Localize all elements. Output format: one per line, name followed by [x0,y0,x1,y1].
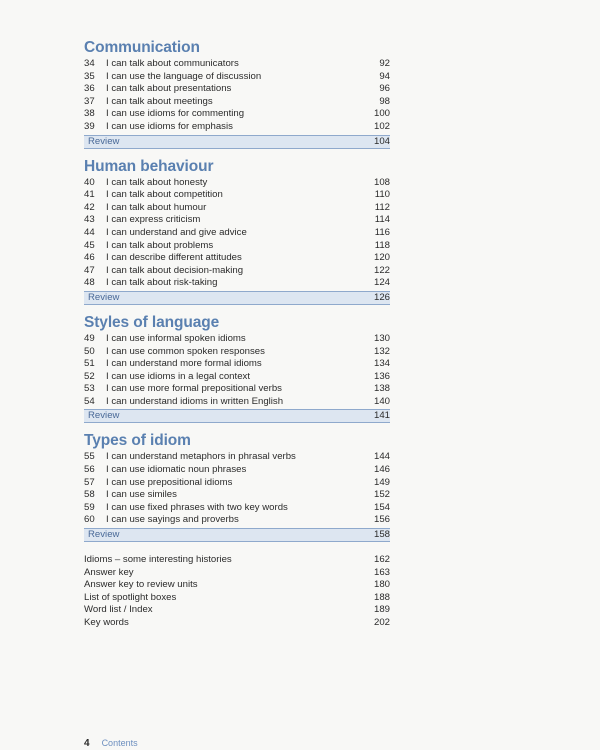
footer-label: Contents [101,738,138,748]
unit-page: 124 [373,277,390,289]
unit-number: 59 [84,501,95,513]
unit-row [84,58,390,71]
unit-row [84,371,390,384]
unit-title: I can talk about presentations [106,83,232,95]
unit-page: 146 [373,464,390,476]
unit-title: I can use common spoken responses [106,345,265,357]
unit-page: 138 [373,383,390,395]
unit-page: 120 [373,252,390,264]
appendix-title: Word list / Index [84,604,153,616]
section-title: Human behaviour [84,157,214,175]
review-page: 141 [373,410,390,422]
unit-row [84,202,390,215]
appendix-page: 163 [373,566,390,578]
unit-title: I can talk about decision-making [106,264,244,276]
appendix-page: 202 [373,617,390,628]
unit-number: 42 [84,201,95,213]
review-label: Review [88,529,120,541]
unit-page: 94 [379,70,390,82]
appendix-page: 162 [373,554,390,566]
unit-title: I can use sayings and proverbs [106,514,239,526]
unit-number: 51 [84,358,95,370]
unit-page: 108 [373,176,390,188]
unit-row [84,108,390,121]
review-page: 126 [373,291,390,303]
review-label: Review [88,291,120,303]
unit-row [84,396,390,409]
appendix-row [84,617,390,630]
unit-number: 52 [84,370,95,382]
appendix-list [84,554,390,630]
unit-title: I can use the language of discussion [106,70,262,82]
review-label: Review [88,135,120,147]
unit-row [84,71,390,84]
review-page: 104 [373,135,390,147]
unit-row [84,252,390,265]
appendix-title: Answer key [84,566,134,578]
section-title: Styles of language [84,313,220,331]
unit-number: 45 [84,239,95,251]
section [84,38,390,149]
review-bar [84,528,390,542]
unit-row [84,189,390,202]
unit-number: 43 [84,214,95,226]
section [84,313,390,424]
unit-title: I can talk about humour [106,201,207,213]
unit-page: 92 [379,58,390,69]
unit-page: 136 [373,370,390,382]
unit-title: I can talk about meetings [106,95,213,107]
unit-title: I can talk about risk-taking [106,277,218,289]
unit-page: 152 [373,489,390,501]
unit-number: 41 [84,189,95,201]
unit-number: 53 [84,383,95,395]
unit-title: I can talk about competition [106,189,223,201]
unit-row [84,83,390,96]
unit-number: 55 [84,451,95,463]
review-page: 158 [373,529,390,541]
appendix-page: 180 [373,579,390,591]
unit-row [84,383,390,396]
page-number: 4 [84,738,90,749]
appendix-row [84,579,390,592]
unit-page: 118 [374,239,390,251]
unit-row [84,227,390,240]
unit-row [84,358,390,371]
unit-page: 144 [373,451,390,463]
unit-title: I can talk about honesty [106,176,208,188]
sections-container [84,38,390,542]
review-bar [84,291,390,305]
unit-page: 149 [373,476,390,488]
unit-page: 154 [373,501,390,513]
unit-title: I can talk about problems [106,239,214,251]
unit-row [84,346,390,359]
unit-title: I can use idiomatic noun phrases [106,464,247,476]
unit-row [84,464,390,477]
unit-row [84,477,390,490]
unit-number: 34 [84,58,95,69]
unit-title: I can use idioms in a legal context [106,370,250,382]
unit-number: 48 [84,277,95,289]
unit-number: 58 [84,489,95,501]
unit-row [84,96,390,109]
unit-title: I can use idioms for commenting [106,108,245,120]
unit-row [84,451,390,464]
unit-page: 114 [374,214,390,226]
unit-title: I can use idioms for emphasis [106,120,233,132]
unit-number: 50 [84,345,95,357]
appendix-row [84,554,390,567]
section-title: Types of idiom [84,432,191,450]
unit-number: 47 [84,264,95,276]
unit-title: I can express criticism [106,214,201,226]
unit-row [84,333,390,346]
appendix-page: 189 [373,604,390,616]
unit-number: 57 [84,476,95,488]
unit-title: I can use informal spoken idioms [106,332,246,344]
unit-row [84,214,390,227]
unit-number: 35 [84,70,95,82]
unit-page: 98 [379,95,390,107]
unit-row [84,277,390,290]
unit-row [84,502,390,515]
contents-list [84,38,390,630]
unit-number: 54 [84,395,95,407]
unit-page: 100 [373,108,390,120]
unit-title: I can describe different attitudes [106,252,242,264]
unit-number: 39 [84,120,95,132]
unit-title: I can understand metaphors in phrasal verbs [106,451,296,463]
unit-number: 38 [84,108,95,120]
unit-number: 37 [84,95,95,107]
appendix-title: Idioms – some interesting histories [84,554,232,566]
unit-page: 116 [374,226,390,238]
appendix-page: 188 [373,591,390,603]
review-bar [84,135,390,149]
unit-number: 49 [84,332,95,344]
unit-number: 40 [84,176,95,188]
unit-title: I can use fixed phrases with two key words [106,501,288,513]
unit-page: 140 [373,395,390,407]
section-title: Communication [84,39,200,56]
unit-title: I can understand idioms in written English [106,395,284,407]
appendix-title: Key words [84,617,129,628]
unit-row [84,489,390,502]
unit-row [84,121,390,134]
unit-page: 156 [373,514,390,526]
appendix-title: List of spotlight boxes [84,591,177,603]
unit-number: 44 [84,226,95,238]
unit-number: 60 [84,514,95,526]
unit-title: I can understand and give advice [106,226,247,238]
appendix-row [84,592,390,605]
unit-title: I can use more formal prepositional verbs [106,383,282,395]
appendix-row [84,567,390,580]
unit-page: 96 [379,83,390,95]
unit-title: I can use similes [106,489,177,501]
unit-page: 130 [373,332,390,344]
unit-page: 122 [373,264,390,276]
section [84,157,390,305]
unit-row [84,514,390,527]
unit-page: 134 [373,358,390,370]
unit-page: 112 [374,201,390,213]
unit-page: 132 [373,345,390,357]
unit-page: 102 [373,120,390,132]
unit-row [84,265,390,278]
unit-title: I can talk about communicators [106,58,239,69]
appendix-title: Answer key to review units [84,579,198,591]
review-label: Review [88,410,120,422]
unit-page: 110 [374,189,390,201]
review-bar [84,409,390,423]
unit-number: 46 [84,252,95,264]
page-footer [84,738,138,749]
unit-title: I can use prepositional idioms [106,476,233,488]
unit-row [84,240,390,253]
unit-number: 56 [84,464,95,476]
unit-row [84,177,390,190]
unit-number: 36 [84,83,95,95]
section [84,431,390,542]
appendix-row [84,604,390,617]
unit-title: I can understand more formal idioms [106,358,262,370]
